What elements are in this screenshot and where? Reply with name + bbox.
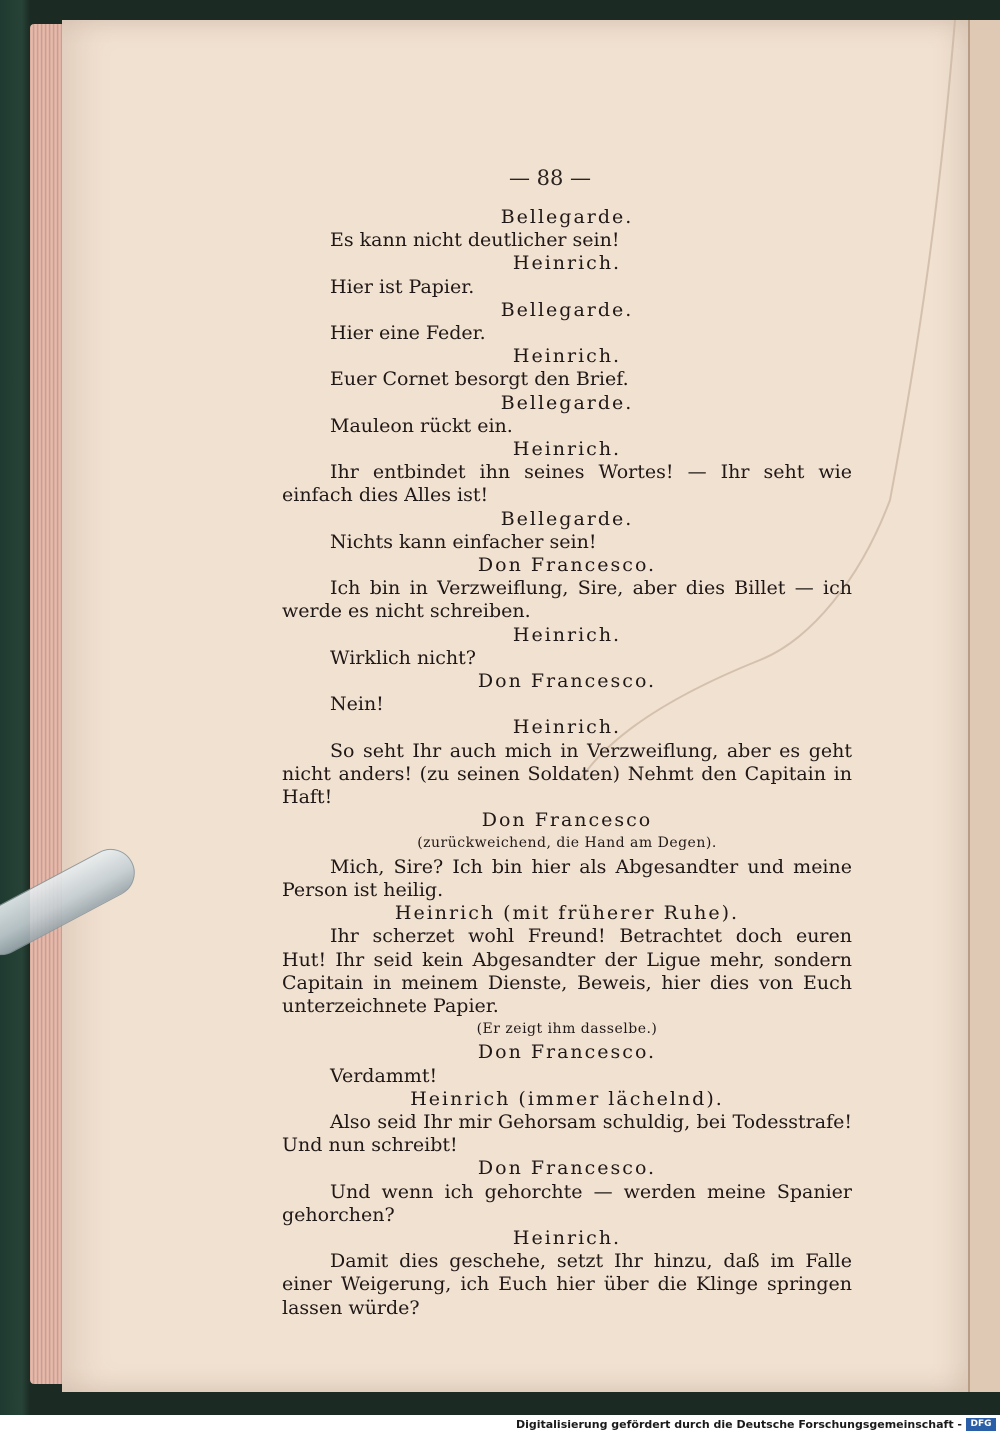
dialogue-line: Wirklich nicht? bbox=[330, 646, 476, 669]
play-text bbox=[282, 206, 852, 1320]
dialogue-line: Verdammt! bbox=[330, 1064, 438, 1087]
footer-bar bbox=[0, 1415, 1000, 1435]
speaker-name: Heinrich (mit früherer Ruhe). bbox=[394, 902, 740, 925]
speaker-name: Bellegarde. bbox=[500, 298, 634, 321]
speaker-name: Heinrich. bbox=[512, 252, 622, 275]
dfg-logo: DFG bbox=[966, 1418, 996, 1431]
stage-direction: (zurückweichend, die Hand am Degen). bbox=[417, 835, 717, 852]
speaker-name: Don Francesco. bbox=[477, 554, 657, 577]
dialogue-line: Damit dies geschehe, setzt Ihr hinzu, daß im Falle einer Weigerung, ich Euch hier über die Klinge springen lassen würde? bbox=[282, 1250, 852, 1319]
speaker-name: Bellegarde. bbox=[500, 507, 634, 530]
dialogue-line: Mauleon rückt ein. bbox=[330, 414, 513, 437]
dialogue-line: Ihr entbindet ihn seines Wortes! — Ihr seht wie einfach dies Alles ist! bbox=[282, 461, 852, 507]
dialogue-line: Nein! bbox=[330, 693, 384, 716]
dialogue-line: So seht Ihr auch mich in Verzweiflung, aber es geht nicht anders! (zu seinen Soldaten) Nehmt den Capitain in Haft! bbox=[282, 739, 852, 809]
dialogue-line: Es kann nicht deutlicher sein! bbox=[330, 229, 620, 252]
dialogue-line: Ihr scherzet wohl Freund! Betrachtet doch euren Hut! Ihr seid kein Abgesandter der Ligue mehr, sondern Capitain in meinem Dienste, Beweis, hier dies von Euch unterzeichnete Papier. bbox=[282, 925, 852, 1017]
speaker-name: Heinrich. bbox=[512, 438, 622, 461]
dialogue-line: Euer Cornet besorgt den Brief. bbox=[330, 368, 629, 391]
speaker-name: Heinrich. bbox=[512, 345, 622, 368]
footer-text: Digitalisierung gefördert durch die Deutsche Forschungsgemeinschaft - bbox=[515, 1418, 962, 1431]
dialogue-line: Nichts kann einfacher sein! bbox=[330, 530, 597, 553]
speaker-name: Heinrich. bbox=[512, 716, 622, 739]
speaker-name: Don Francesco. bbox=[477, 1041, 657, 1064]
dialogue-line: Hier ist Papier. bbox=[330, 275, 475, 298]
speaker-name: Heinrich (immer lächelnd). bbox=[410, 1087, 724, 1110]
facing-page-edge bbox=[968, 20, 1000, 1392]
speaker-name: Bellegarde. bbox=[500, 206, 634, 228]
dialogue-line: Und wenn ich gehorchte — werden meine Spanier gehorchen? bbox=[282, 1180, 852, 1226]
speaker-name: Don Francesco. bbox=[477, 670, 657, 693]
speaker-name: Don Francesco. bbox=[477, 1157, 657, 1180]
speaker-name: Heinrich. bbox=[512, 623, 622, 646]
dialogue-line: Also seid Ihr mir Gehorsam schuldig, bei Todesstrafe! Und nun schreibt! bbox=[282, 1110, 852, 1157]
dialogue-line: Ich bin in Verzweiflung, Sire, aber dies Billet — ich werde es nicht schreiben. bbox=[282, 577, 852, 623]
speaker-name: Don Francesco bbox=[481, 809, 653, 832]
page-number: — 88 — bbox=[508, 166, 592, 190]
dialogue-line: Hier eine Feder. bbox=[330, 322, 486, 345]
dialogue-line: Mich, Sire? Ich bin hier als Abgesandter und meine Person ist heilig. bbox=[282, 855, 852, 901]
speaker-name: Heinrich. bbox=[512, 1226, 622, 1249]
stage-direction: (Er zeigt ihm dasselbe.) bbox=[476, 1021, 658, 1038]
speaker-name: Bellegarde. bbox=[500, 391, 634, 414]
